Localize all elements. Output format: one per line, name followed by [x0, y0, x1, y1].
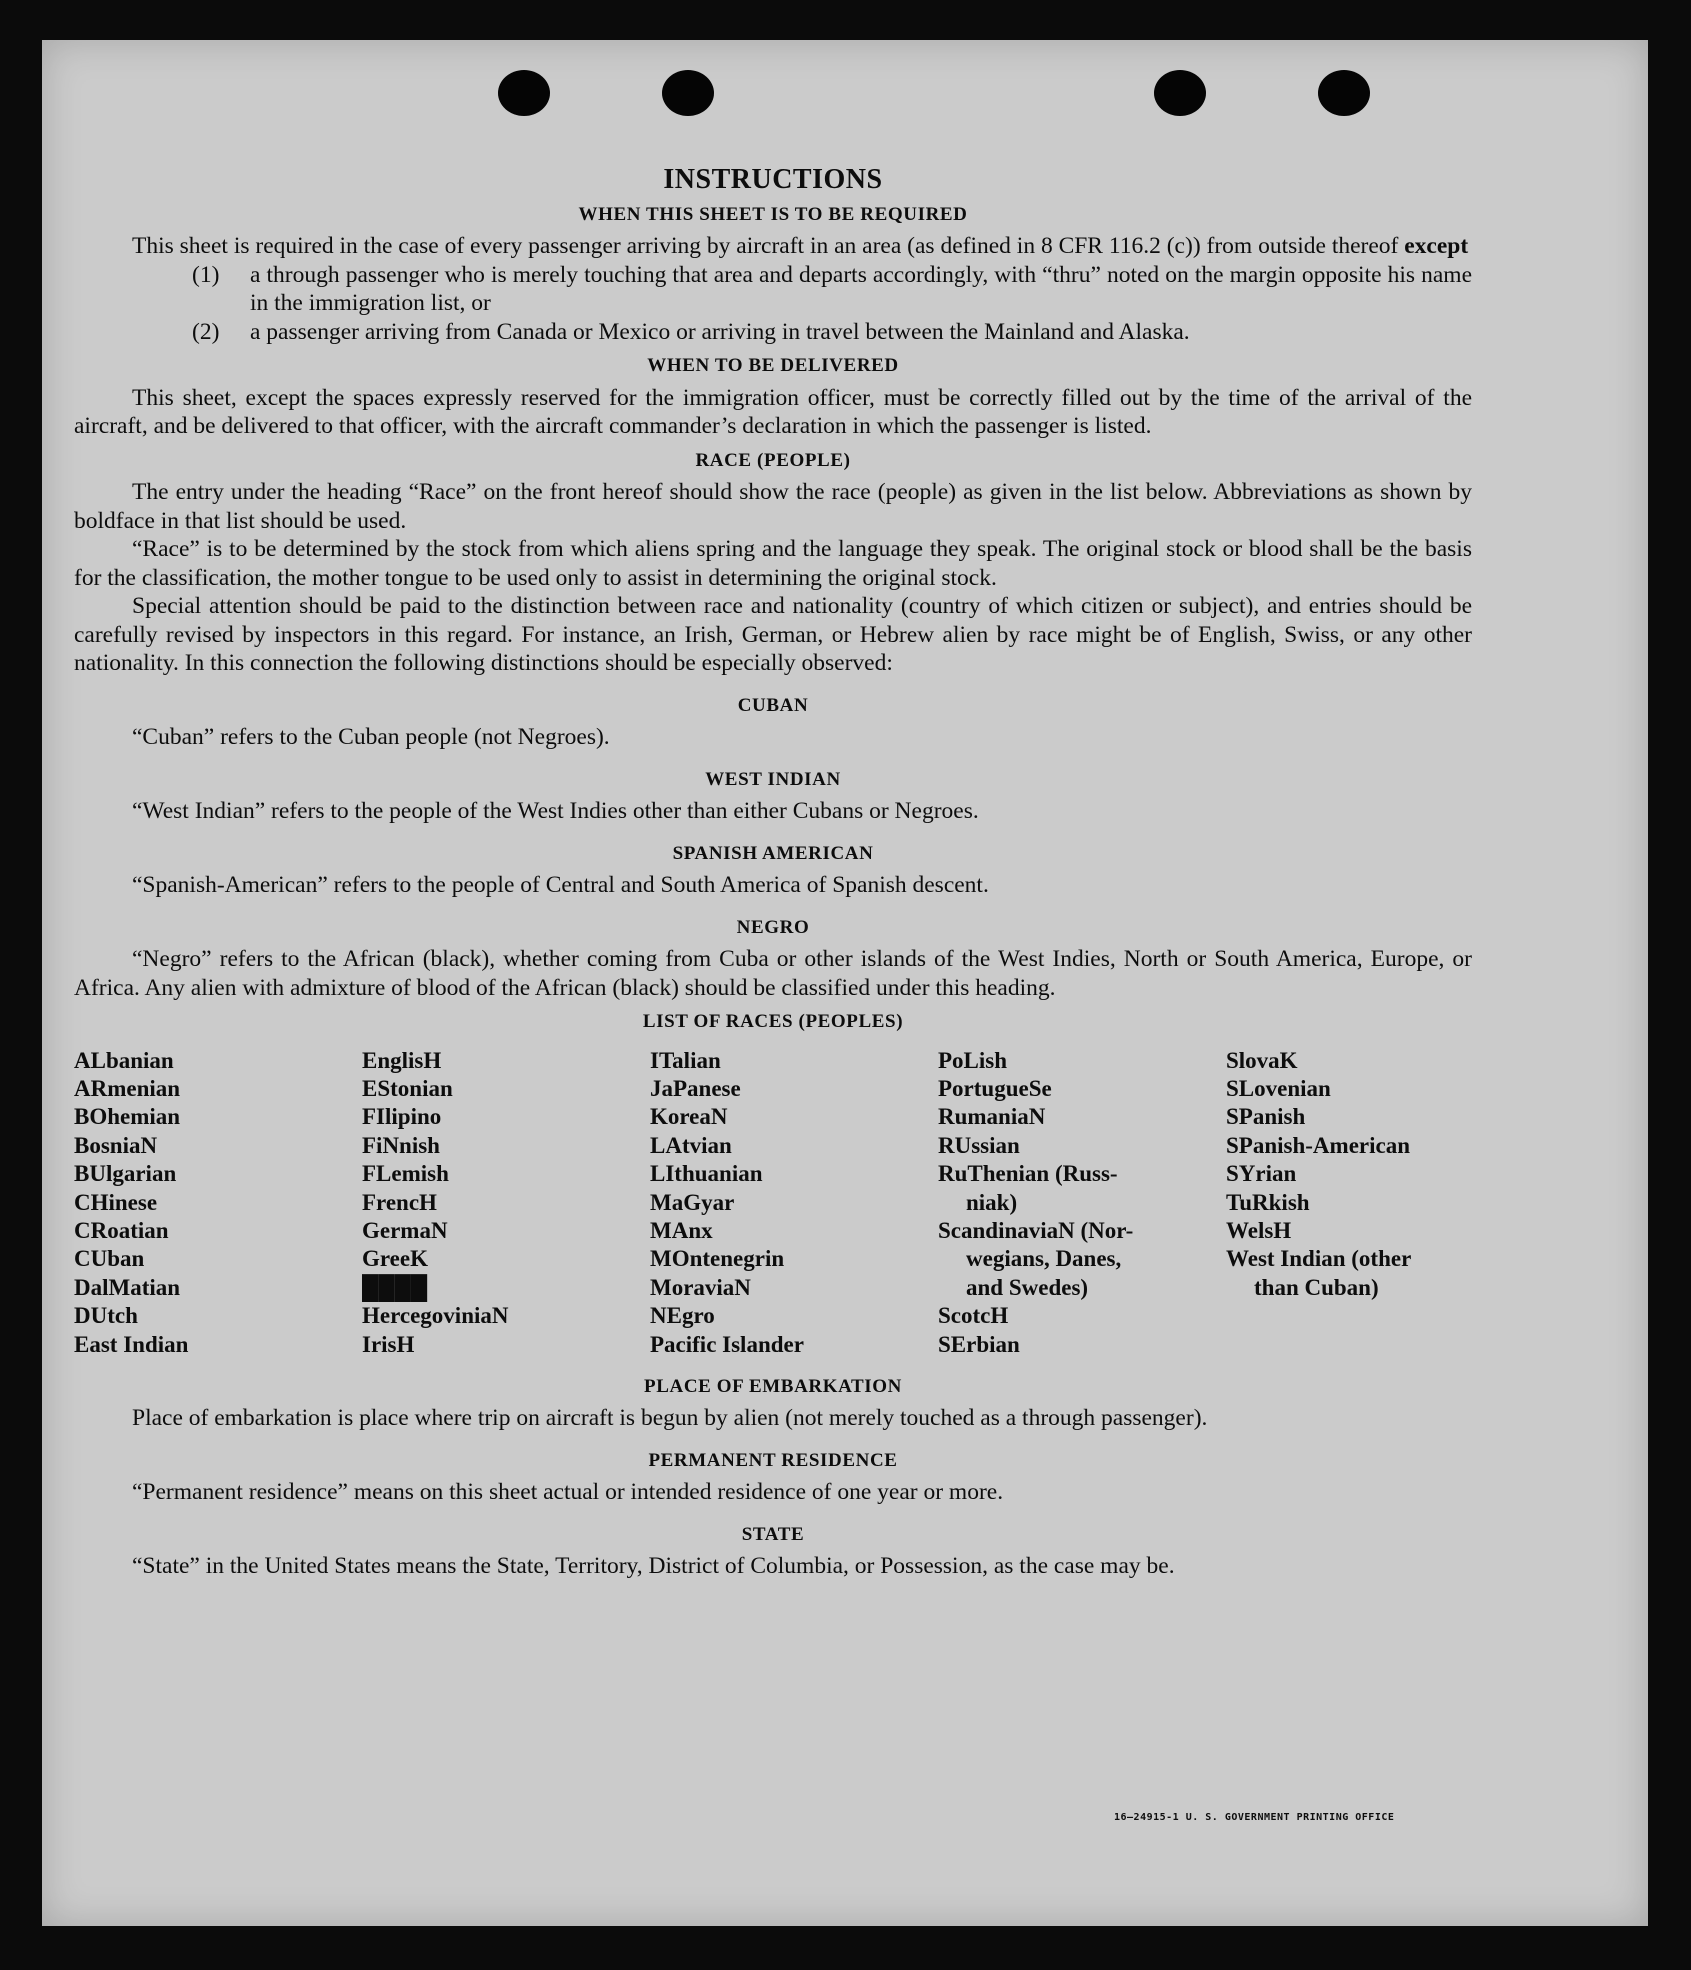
punch-hole [1318, 70, 1370, 116]
delivered-text: This sheet, except the spaces expressly reserved for the immigration officer, must be correctly filled out by the time of the arrival of the aircraft, and be delivered to that officer, with the aircraft commander’s declaration in which the passenger is listed. [74, 384, 1472, 439]
race-entry: SErbian [938, 1331, 1020, 1357]
section-heading-races-list: LIST OF RACES (PEOPLES) [642, 1011, 904, 1032]
race-entry: East Indian [74, 1331, 189, 1357]
race-entry: MAnx [650, 1217, 713, 1243]
race-entry: CRoatian [74, 1217, 169, 1243]
race-entry: FLemish [362, 1161, 449, 1187]
document-sheet [42, 40, 1648, 1926]
race-entry: ScotcH [938, 1303, 1009, 1329]
race-entry: ScandinaviaN (Nor- [938, 1217, 1134, 1243]
race-entry: JaPanese [650, 1075, 741, 1101]
race-entry: SLovenian [1226, 1075, 1331, 1101]
west-indian-text: “West Indian” refers to the people of the West Indies other than either Cubans or Negroes. [132, 798, 979, 824]
race-entry: DUtch [74, 1303, 138, 1329]
races-column-4 [938, 1047, 1226, 1359]
required-intro-text: This sheet is required in the case of every passenger arriving by aircraft in an area (as defined in 8 CFR 116.2 (c)) from outside thereof [132, 233, 1399, 259]
race-entry: EStonian [362, 1075, 453, 1101]
exception-item-1 [74, 261, 1472, 318]
section-heading-cuban: CUBAN [737, 694, 809, 716]
race-entry: SPanish-American [1226, 1132, 1410, 1158]
race-entry: GreeK [362, 1246, 428, 1272]
race-entry: DalMatian [74, 1274, 181, 1300]
race-entry: Pacific Islander [650, 1331, 804, 1357]
item-text: a passenger arriving from Canada or Mexico or arriving in travel between the Mainland and Alaska. [250, 318, 1190, 345]
race-entry: RumaniaN [938, 1104, 1046, 1130]
races-list [74, 1047, 1472, 1359]
race-entry: ALbanian [74, 1047, 174, 1073]
state-text: “State” in the United States means the State, Territory, District of Columbia, or Possession, as the case may be. [132, 1553, 1175, 1580]
race-entry-continuation: than Cuban) [1254, 1274, 1379, 1300]
section-heading-delivered: WHEN TO BE DELIVERED [647, 355, 899, 376]
instructions-body [74, 166, 1472, 1581]
race-entry: EnglisH [362, 1047, 442, 1073]
race-entry-continuation: wegians, Danes, [966, 1246, 1122, 1272]
race-entry: ARmenian [74, 1075, 181, 1101]
race-entry: BUlgarian [74, 1161, 177, 1187]
race-entry: SYrian [1226, 1161, 1297, 1187]
race-entry: RUssian [938, 1132, 1020, 1158]
race-entry: MOntenegrin [650, 1246, 785, 1272]
race-entry: GermaN [362, 1217, 448, 1243]
race-entry: FiNnish [362, 1132, 440, 1158]
section-heading-race: RACE (PEOPLE) [695, 449, 851, 471]
race-entry: IrisH [362, 1331, 415, 1357]
races-column-5 [1226, 1047, 1472, 1359]
embarkation-text: Place of embarkation is place where trip on aircraft is begun by alien (not merely touched as a through passenger). [132, 1405, 1208, 1432]
cuban-text: “Cuban” refers to the Cuban people (not Negroes). [132, 724, 610, 750]
spanish-american-text: “Spanish-American” refers to the people of Central and South America of Spanish descent. [132, 872, 989, 898]
punch-hole [498, 70, 550, 116]
residence-text: “Permanent residence” means on this sheet actual or intended residence of one year or more. [132, 1479, 1004, 1506]
races-column-1 [74, 1047, 362, 1359]
race-entry: ITalian [650, 1047, 721, 1073]
race-entry: FrencH [362, 1189, 437, 1215]
section-heading-negro: NEGRO [736, 916, 810, 938]
race-entry: BOhemian [74, 1104, 181, 1130]
race-entry: PortugueSe [938, 1075, 1052, 1101]
race-entry: CHinese [74, 1189, 158, 1215]
race-entry: BosniaN [74, 1132, 158, 1158]
race-paragraph-3: Special attention should be paid to the distinction between race and nationality (country of which citizen or subject), and entries should be carefully revised by inspectors in this regard. For instance, an Irish, German, or Hebrew alien by race might be of English, Swiss, or any other nationality. In this connection the following distinctions should be especially observed: [74, 593, 1472, 676]
race-entry: WelsH [1226, 1217, 1292, 1243]
race-entry: FIlipino [362, 1104, 442, 1130]
race-entry: KoreaN [650, 1104, 728, 1130]
item-number: (1) [192, 261, 220, 288]
race-entry: SlovaK [1226, 1047, 1298, 1073]
section-heading-spanish-american: SPANISH AMERICAN [672, 842, 874, 864]
item-number: (2) [192, 318, 220, 345]
race-entry: LAtvian [650, 1132, 732, 1158]
race-entry: West Indian (other [1226, 1246, 1412, 1272]
section-heading-west-indian: WEST INDIAN [705, 768, 841, 790]
race-entry: PoLish [938, 1047, 1008, 1073]
race-entry: SPanish [1226, 1104, 1306, 1130]
race-entry: NEgro [650, 1303, 715, 1329]
race-entry: RuThenian (Russ- [938, 1161, 1118, 1187]
race-entry: MoraviaN [650, 1274, 751, 1300]
printer-imprint: 16—24915-1 U. S. GOVERNMENT PRINTING OFFICE [1114, 1812, 1395, 1823]
race-paragraph-2: “Race” is to be determined by the stock from which aliens spring and the language they speak. The original stock or blood shall be the basis for the classification, the mother tongue to be used only to assist in determining the original stock. [74, 536, 1472, 591]
race-entry-continuation: and Swedes) [966, 1274, 1089, 1300]
races-column-3 [650, 1047, 938, 1359]
race-entry-continuation: niak) [966, 1189, 1018, 1215]
race-entry: TuRkish [1226, 1189, 1310, 1215]
negro-text: “Negro” refers to the African (black), whether coming from Cuba or other islands of the West Indies, North or South America, Europe, or Africa. Any alien with admixture of blood of the African (black) should be classified under this heading. [74, 946, 1472, 1001]
race-entry: MaGyar [650, 1189, 735, 1215]
section-heading-required: WHEN THIS SHEET IS TO BE REQUIRED [578, 203, 968, 225]
section-heading-residence: PERMANENT RESIDENCE [648, 1449, 898, 1471]
required-intro [74, 232, 1472, 261]
redacted-entry: ████ [362, 1274, 428, 1300]
section-heading-state: STATE [741, 1523, 805, 1545]
except-word: except [1404, 233, 1469, 259]
race-entry: CUban [74, 1246, 145, 1272]
item-text: a through passenger who is merely touching that area and departs accordingly, with “thru” noted on the margin opposite his name in the immigration list, or [250, 261, 1472, 316]
race-entry: HercegoviniaN [362, 1303, 509, 1329]
punch-hole [662, 70, 714, 116]
race-entry: LIthuanian [650, 1161, 763, 1187]
races-column-2 [362, 1047, 650, 1359]
section-heading-embarkation: PLACE OF EMBARKATION [644, 1375, 902, 1397]
race-paragraph-1: The entry under the heading “Race” on the front hereof should show the race (people) as given in the list below. Abbreviations as shown by boldface in that list should be used. [74, 479, 1472, 534]
exception-item-2 [74, 318, 1472, 347]
page-title: INSTRUCTIONS [663, 164, 883, 195]
punch-hole [1154, 70, 1206, 116]
